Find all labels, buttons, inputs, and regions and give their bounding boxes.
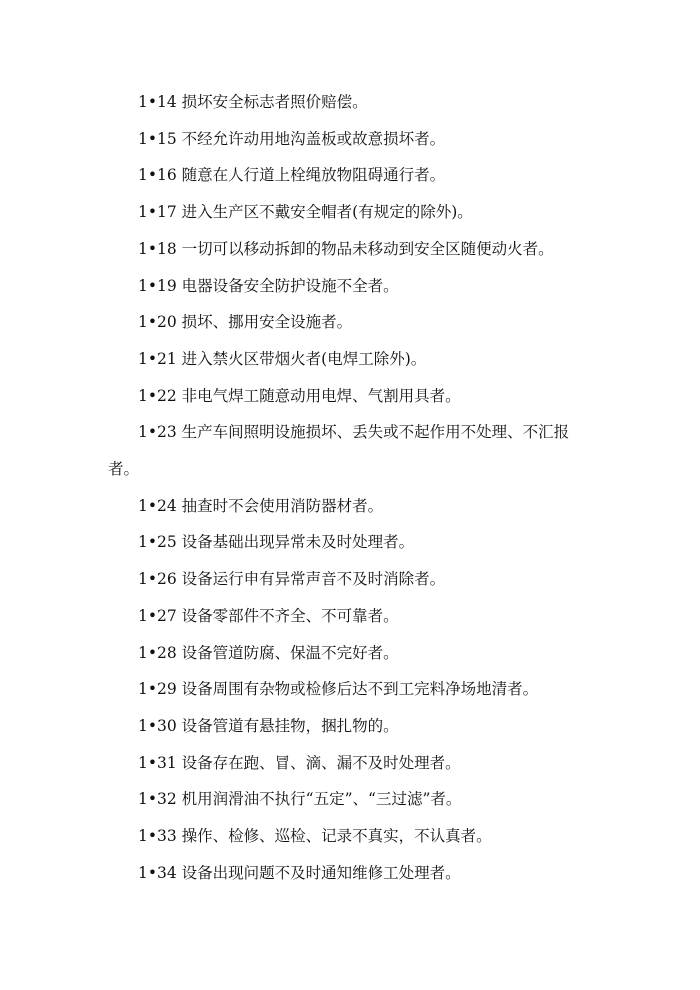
item-text: 操作、检修、巡检、记录不真实，不认真者。 <box>181 827 492 846</box>
item-number: 1•27 <box>138 606 177 625</box>
item-number: 1•33 <box>138 827 177 846</box>
item-text: 设备零部件不齐全、不可靠者。 <box>181 606 399 625</box>
item-number: 1•32 <box>138 790 177 809</box>
item-text: 进入禁火区带烟火者(电焊工除外)。 <box>181 349 427 368</box>
item-text: 一切可以移动拆卸的物品未移动到安全区随便动火者。 <box>181 239 554 258</box>
item-number: 1•15 <box>138 129 177 148</box>
item-text: 不经允许动用地沟盖板或故意损坏者。 <box>181 129 446 148</box>
item-number: 1•26 <box>138 570 177 589</box>
list-item <box>0 671 700 708</box>
item-number: 1•17 <box>138 203 177 222</box>
list-item <box>0 304 700 341</box>
item-text: 随意在人行道上栓绳放物阻碍通行者。 <box>181 166 446 185</box>
item-number: 1•14 <box>138 93 177 111</box>
list-item <box>0 818 700 855</box>
list-item <box>0 561 700 598</box>
item-number: 1•28 <box>138 643 177 662</box>
list-item <box>0 488 700 525</box>
item-text: 非电气焊工随意动用电焊、气割用具者。 <box>181 386 461 405</box>
list-item <box>0 708 700 745</box>
item-number: 1•29 <box>138 680 177 699</box>
item-number: 1•24 <box>138 496 177 515</box>
item-text: 损坏、挪用安全设施者。 <box>181 313 353 332</box>
item-text: 设备管道有悬挂物，捆扎物的。 <box>181 716 399 735</box>
item-number: 1•18 <box>138 239 177 258</box>
item-number: 1•23 <box>138 423 177 442</box>
item-number: 1•19 <box>138 276 177 295</box>
list-item <box>0 598 700 635</box>
item-text: 抽查时不会使用消防器材者。 <box>181 496 384 515</box>
list-item <box>0 121 700 158</box>
item-text: 设备存在跑、冒、滴、漏不及时处理者。 <box>181 753 461 772</box>
item-text: 设备运行申有异常声音不及时消除者。 <box>181 570 446 589</box>
item-text: 电器设备安全防护设施不全者。 <box>181 276 399 295</box>
list-item <box>0 194 700 231</box>
item-number: 1•20 <box>138 313 177 332</box>
item-number: 1•34 <box>138 863 177 882</box>
list-item <box>0 781 700 818</box>
rules-list <box>0 84 700 891</box>
list-item <box>0 341 700 378</box>
item-number: 1•21 <box>138 349 177 368</box>
item-number: 1•22 <box>138 386 177 405</box>
item-text: 进入生产区不戴安全帽者(有规定的除外)。 <box>181 203 473 222</box>
list-item <box>0 524 700 561</box>
item-text: 生产车间照明设施损坏、丢失或不起作用不处理、不汇报 <box>181 423 570 442</box>
item-text: 设备周围有杂物或检修后达不到工完料净场地清者。 <box>181 680 539 699</box>
item-text: 设备出现问题不及时通知维修工处理者。 <box>181 863 461 882</box>
item-text: 机用润滑油不执行“五定”、“三过滤”者。 <box>181 790 462 809</box>
item-text: 设备管道防腐、保温不完好者。 <box>181 643 399 662</box>
list-item <box>0 84 700 121</box>
item-text-continuation: 者。 <box>108 460 140 479</box>
list-item <box>0 378 700 415</box>
item-number: 1•30 <box>138 716 177 735</box>
item-number: 1•16 <box>138 166 177 185</box>
list-item <box>0 855 700 892</box>
list-item <box>0 157 700 194</box>
list-item <box>0 231 700 268</box>
list-item <box>0 745 700 782</box>
item-number: 1•25 <box>138 533 177 552</box>
item-text: 设备基础出现异常未及时处理者。 <box>181 533 415 552</box>
list-item <box>0 635 700 672</box>
item-text: 损坏安全标志者照价赔偿。 <box>181 93 368 111</box>
list-item <box>0 414 700 487</box>
item-number: 1•31 <box>138 753 177 772</box>
list-item <box>0 268 700 305</box>
